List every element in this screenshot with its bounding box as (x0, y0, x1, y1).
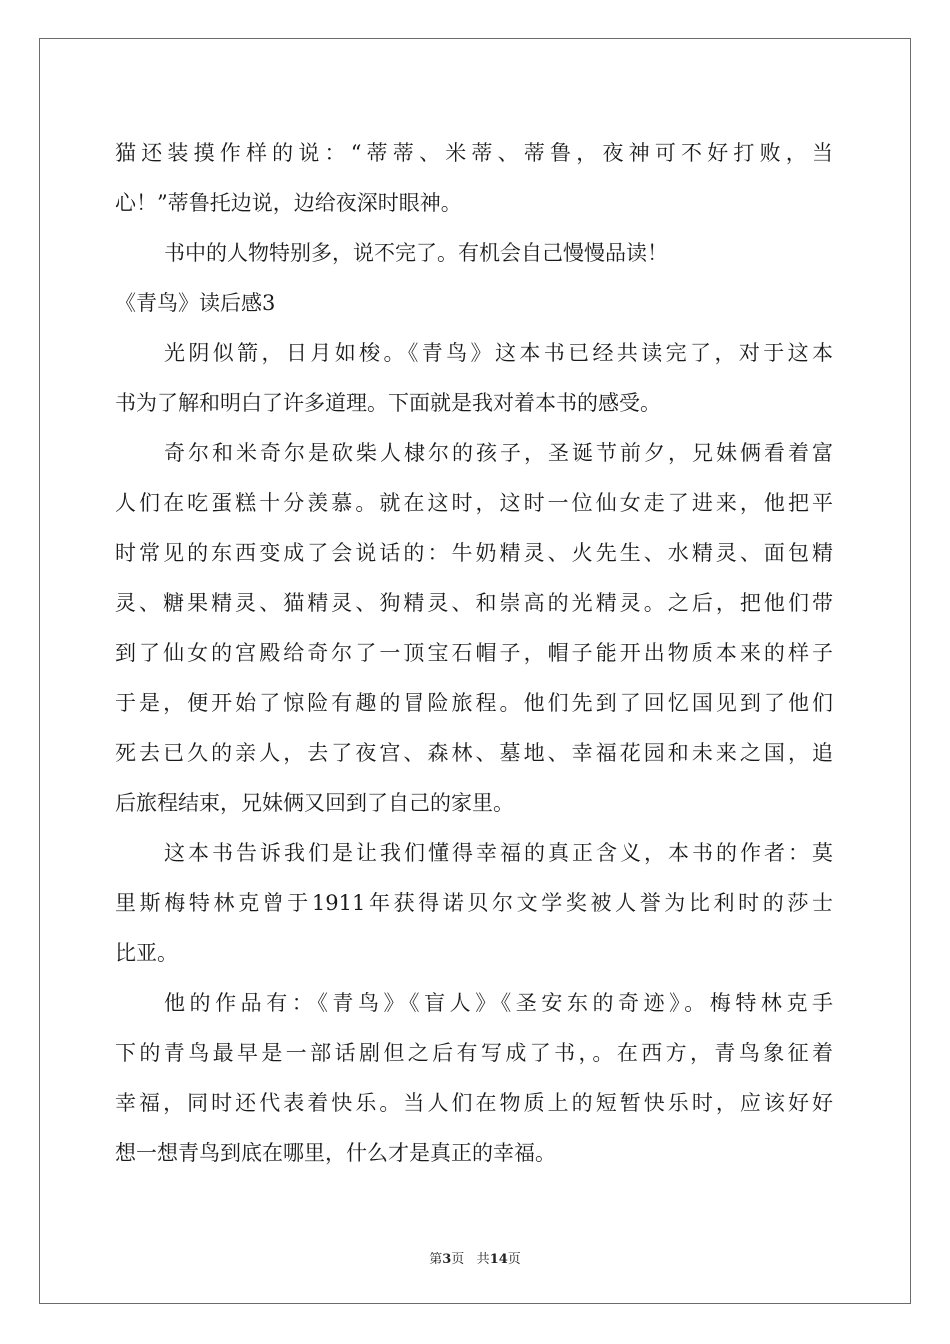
page-suffix: 页 (451, 1252, 465, 1267)
total-pages: 14 (489, 1252, 508, 1267)
text-line: 于是，便开始了惊险有趣的冒险旅程。他们先到了回忆国见到了他们 (115, 691, 833, 715)
text-line: 后旅程结束，兄妹俩又回到了自己的家里。 (115, 791, 514, 815)
text-line: 人们在吃蛋糕十分羡慕。就在这时，这时一位仙女走了进来，他把平 (115, 491, 833, 515)
text-line: 想一想青鸟到底在哪里，什么才是真正的幸福。 (115, 1141, 556, 1165)
text-line: 心！”蒂鲁托边说，边给夜深时眼神。 (115, 191, 462, 215)
text-line: 奇尔和米奇尔是砍柴人棣尔的孩子，圣诞节前夕，兄妹俩看着富 (164, 441, 833, 465)
text-line: 幸福，同时还代表着快乐。当人们在物质上的短暂快乐时，应该好好 (115, 1091, 833, 1115)
text-line: 到了仙女的宫殿给奇尔了一顶宝石帽子，帽子能开出物质本来的样子 (115, 641, 833, 665)
text-line: 死去已久的亲人，去了夜宫、森林、墓地、幸福花园和未来之国，追 (115, 741, 833, 765)
text-line: 书中的人物特别多，说不完了。有机会自己慢慢品读！ (164, 241, 668, 265)
section-heading: 《青鸟》读后感3 (115, 291, 276, 315)
document-body (115, 128, 833, 1178)
total-prefix: 共 (476, 1252, 490, 1267)
page-footer (0, 1248, 950, 1267)
text-line: 下的青鸟最早是一部话剧但之后有写成了书，。在西方，青鸟象征着 (115, 1041, 833, 1065)
text-line: 光阴似箭，日月如梭。《青鸟》这本书已经共读完了，对于这本 (164, 341, 833, 365)
page-prefix: 第 (429, 1252, 443, 1267)
text-line: 书为了解和明白了许多道理。下面就是我对着本书的感受。 (115, 391, 661, 415)
text-line: 比亚。 (115, 941, 178, 965)
text-line: 里斯梅特林克曾于1911年获得诺贝尔文学奖被人誉为比利时的莎士 (115, 891, 833, 915)
text-line: 灵、糖果精灵、猫精灵、狗精灵、和崇高的光精灵。之后，把他们带 (115, 591, 833, 615)
text-line: 时常见的东西变成了会说话的：牛奶精灵、火先生、水精灵、面包精 (115, 541, 833, 565)
page-number: 3 (442, 1252, 452, 1267)
text-line: 他的作品有：《青鸟》《盲人》《圣安东的奇迹》。梅特林克手 (164, 991, 833, 1015)
text-line: 这本书告诉我们是让我们懂得幸福的真正含义，本书的作者：莫 (164, 841, 833, 865)
total-suffix: 页 (507, 1252, 521, 1267)
text-line: 猫还装摸作样的说：“蒂蒂、米蒂、蒂鲁，夜神可不好打败，当 (115, 141, 833, 165)
